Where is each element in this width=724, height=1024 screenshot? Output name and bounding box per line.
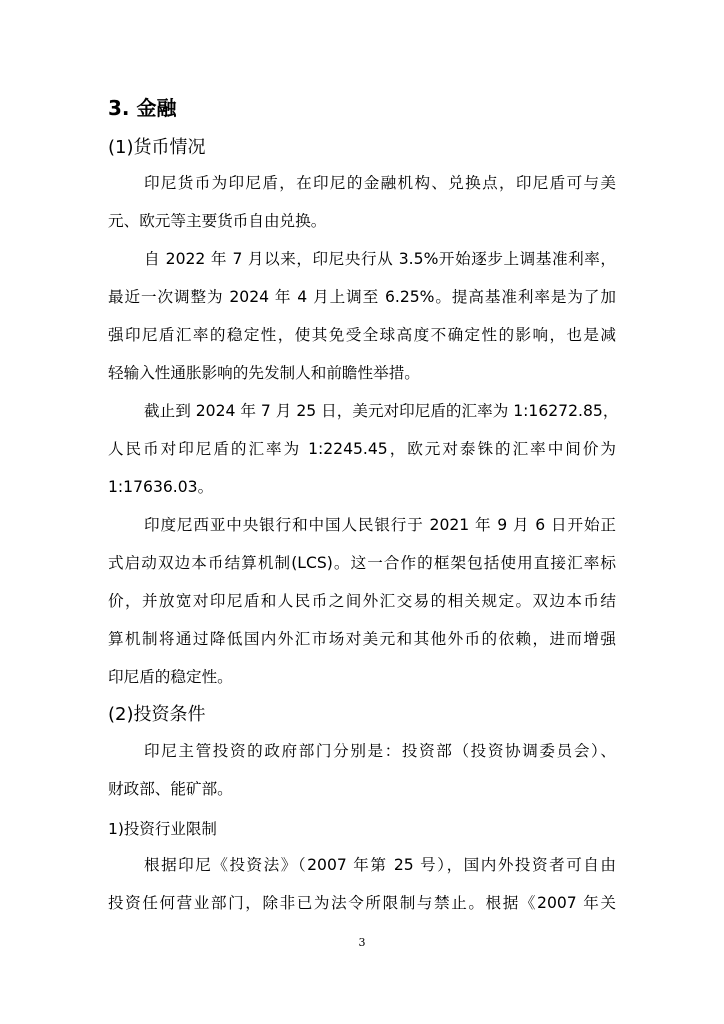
text-line: 财政部、能矿部。 xyxy=(108,780,233,798)
text-line: 强印尼盾汇率的稳定性，使其免受全球高度不确定性的影响，也是减 xyxy=(108,326,616,344)
subsection-heading-investment: (2)投资条件 xyxy=(108,704,206,725)
text-line: 根据印尼《投资法》（2007 年第 25 号），国内外投资者可自由 xyxy=(144,856,616,874)
text-line: 印尼盾的稳定性。 xyxy=(108,668,233,686)
text-line: 1:17636.03。 xyxy=(108,478,214,496)
text-line: 人民币对印尼盾的汇率为 1:2245.45，欧元对泰铢的汇率中间价为 xyxy=(108,440,616,458)
section-title: 3. 金融 xyxy=(108,96,177,120)
text-line: 印尼主管投资的政府部门分别是：投资部（投资协调委员会）、 xyxy=(144,742,616,760)
item-heading-industry-restrictions: 1)投资行业限制 xyxy=(108,820,217,838)
text-line: 元、欧元等主要货币自由兑换。 xyxy=(108,212,327,230)
text-line: 印尼货币为印尼盾，在印尼的金融机构、兑换点，印尼盾可与美 xyxy=(144,174,616,192)
text-line: 最近一次调整为 2024 年 4 月上调至 6.25%。提高基准利率是为了加 xyxy=(108,288,616,306)
text-line: 算机制将通过降低国内外汇市场对美元和其他外币的依赖，进而增强 xyxy=(108,630,616,648)
page-number: 3 xyxy=(358,936,366,949)
text-line: 轻输入性通胀影响的先发制人和前瞻性举措。 xyxy=(108,364,420,382)
paragraph-interest-rate xyxy=(108,240,616,392)
paragraph-investment-law xyxy=(108,846,616,922)
paragraph-investment-departments xyxy=(108,732,616,808)
paragraph-currency-exchange xyxy=(108,164,616,240)
text-line: 投资任何营业部门，除非已为法令所限制与禁止。根据《2007 年关 xyxy=(108,894,616,912)
paragraph-exchange-rates xyxy=(108,392,619,506)
text-line: 印度尼西亚中央银行和中国人民银行于 2021 年 9 月 6 日开始正 xyxy=(144,516,616,534)
subsection-heading-currency: (1)货币情况 xyxy=(108,137,206,158)
text-line: 价，并放宽对印尼盾和人民币之间外汇交易的相关规定。双边本币结 xyxy=(108,592,616,610)
text-line: 自 2022 年 7 月以来，印尼央行从 3.5%开始逐步上调基准利率， xyxy=(144,250,616,268)
text-line: 截止到 2024 年 7 月 25 日，美元对印尼盾的汇率为 1:16272.85， xyxy=(144,402,619,420)
text-line: 式启动双边本币结算机制(LCS)。这一合作的框架包括使用直接汇率标 xyxy=(108,554,616,572)
paragraph-lcs-mechanism xyxy=(108,506,616,696)
